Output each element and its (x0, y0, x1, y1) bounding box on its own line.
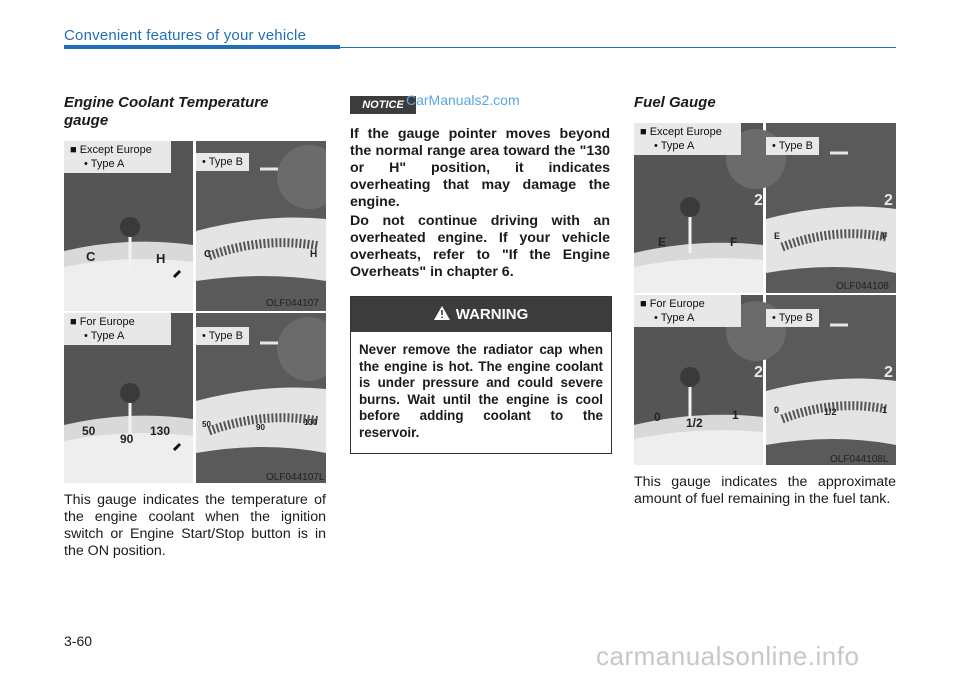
coolant-gauge-image-2 (64, 313, 326, 483)
fuel-gauge-image-1 (634, 123, 896, 293)
coolant-panel1-label (64, 141, 171, 173)
coolant-scale-b-high: H (310, 249, 318, 260)
warning-triangle-icon (434, 298, 450, 333)
fuel-eu-side-number-a: 2 (754, 364, 763, 381)
fuel-eu-side-number-b: 2 (884, 364, 893, 381)
fuel-panel2-type-a: • Type A (654, 312, 695, 324)
page-number: 3-60 (64, 633, 93, 649)
coolant-gauge-image-1 (64, 141, 326, 311)
fuel-heading: Fuel Gauge (634, 94, 716, 111)
coolant-panel2-label (64, 313, 171, 345)
fuel-scale-b-empty: E (774, 231, 781, 241)
coolant-panel2-type-a: • Type A (84, 330, 125, 342)
coolant-panel2-group: ■ For Europe (70, 316, 135, 328)
warning-box (350, 296, 612, 454)
footer-watermark: carmanualsonline.info (596, 641, 860, 671)
fuel-scale-a-full: F (730, 235, 738, 249)
notice-paragraph-1: If the gauge pointer moves beyond the normal range area toward the "130 or H" position, it indicates overheating that may damage the engine. (350, 126, 610, 210)
coolant-description: This gauge indicates the temperature of the engine coolant when the ignition switch or Engine Start/Stop button is in the ON position. (64, 492, 326, 559)
coolant-eu-scale-a-low: 50 (82, 424, 96, 438)
section-title: Convenient features of your vehicle (64, 27, 307, 44)
notice-paragraph-2: Do not continue driving with an overheated engine. If your vehicle overheats, refer to "If the Engine Overheats" in chapter 6. (350, 213, 610, 280)
fuel-side-number-a: 2 (754, 192, 763, 209)
fuel-eu-scale-b-empty: 0 (774, 405, 780, 415)
fuel-side-number-b: 2 (884, 192, 893, 209)
coolant-image-code-1: OLF044107 (266, 298, 319, 309)
fuel-eu-scale-a-half: 1/2 (686, 416, 703, 430)
fuel-panel1-group: ■ Except Europe (640, 126, 722, 138)
coolant-panel1-type-b: • Type B (196, 153, 249, 171)
fuel-panel1-type-b: • Type B (766, 137, 819, 155)
coolant-panel1-group: ■ Except Europe (70, 144, 152, 156)
coolant-eu-scale-a-mid: 90 (120, 432, 134, 446)
fuel-eu-scale-a-full: 1 (732, 408, 739, 422)
fuel-panel2-group: ■ For Europe (640, 298, 705, 310)
fuel-gauge-image-2 (634, 295, 896, 465)
warning-title: WARNING (455, 306, 529, 323)
coolant-image-code-2: OLF044107L (266, 472, 325, 483)
warning-header (351, 297, 611, 332)
coolant-eu-scale-b-low: 50 (202, 420, 211, 429)
watermark-text: CarManuals2.com (406, 92, 520, 108)
fuel-panel2-label (634, 295, 741, 327)
coolant-scale-a-high: H (156, 251, 166, 266)
coolant-panel1-type-a: • Type A (84, 158, 125, 170)
coolant-scale-b-low: C (204, 249, 212, 260)
fuel-scale-b-full: F (882, 231, 888, 241)
coolant-eu-scale-b-mid: 90 (256, 423, 265, 432)
fuel-eu-scale-a-empty: 0 (654, 410, 661, 424)
coolant-eu-scale-b-high: 130 (304, 418, 318, 427)
fuel-panel1-label (634, 123, 741, 155)
header-rule (340, 47, 896, 48)
coolant-scale-a-low: C (86, 249, 96, 264)
fuel-description: This gauge indicates the approximate amount of fuel remaining in the fuel tank. (634, 474, 896, 507)
coolant-panel2-type-b: • Type B (196, 327, 249, 345)
fuel-scale-a-empty: E (658, 235, 667, 249)
fuel-eu-scale-b-full: 1 (882, 405, 888, 415)
fuel-image-code-2: OLF044108L (830, 454, 889, 465)
warning-text: Never remove the radiator cap when the engine is hot. The engine coolant is under pressure and could severe burns. Wait until the engine is cool before adding coolant to the reservoir. (359, 342, 603, 440)
coolant-eu-scale-a-high: 130 (150, 424, 171, 438)
coolant-heading: Engine Coolant Temperature gauge (64, 94, 269, 129)
fuel-panel1-type-a: • Type A (654, 140, 695, 152)
fuel-eu-scale-b-half: 1/2 (824, 407, 837, 417)
fuel-panel2-type-b: • Type B (766, 309, 819, 327)
fuel-image-code-1: OLF044108 (836, 281, 889, 292)
header-accent-bar (64, 45, 340, 49)
notice-tag: NOTICE (350, 96, 416, 114)
